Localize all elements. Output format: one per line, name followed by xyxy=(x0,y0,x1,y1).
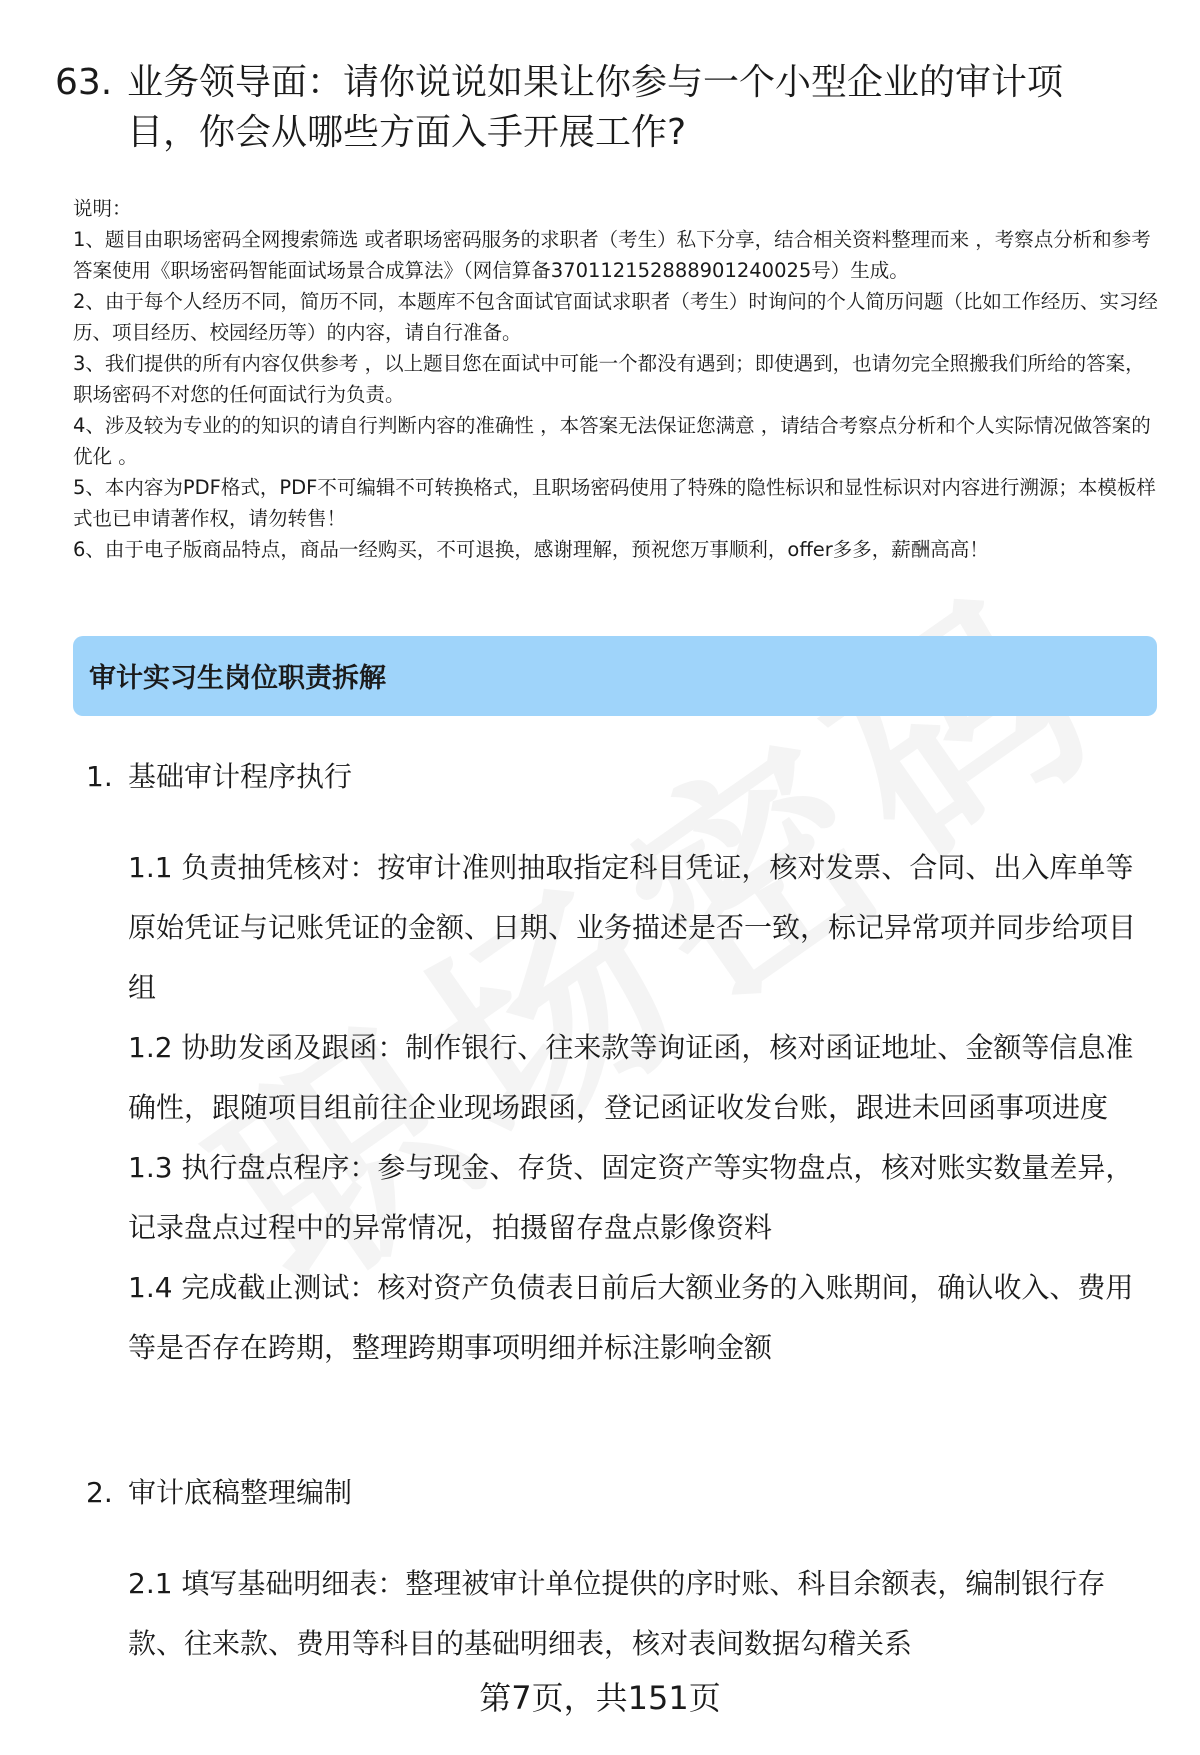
note-item: 5、本内容为PDF格式，PDF不可编辑不可转换格式，且职场密码使用了特殊的隐性标识和显性标识对内容进行溯源；本模板样式也已申请著作权，请勿转售！ xyxy=(73,476,1156,530)
section-title: 基础审计程序执行 xyxy=(128,760,353,793)
list-item: 1.3 执行盘点程序：参与现金、存货、固定资产等实物盘点，核对账实数量差异，记录盘点过程中的异常情况，拍摄留存盘点影像资料 xyxy=(128,1151,1134,1244)
list-item: 1.2 协助发函及跟函：制作银行、往来款等询证函，核对函证地址、金额等信息准确性，跟随项目组前往企业现场跟函，登记函证收发台账，跟进未回函事项进度 xyxy=(128,1031,1134,1124)
note-item: 2、由于每个人经历不同，简历不同，本题库不包含面试官面试求职者（考生）时询问的个人简历问题（比如工作经历、实习经历、项目经历、校园经历等）的内容，请自行准备。 xyxy=(73,290,1158,344)
question-heading xyxy=(55,58,1155,158)
section-heading xyxy=(86,1473,352,1513)
section-number: 1. xyxy=(86,760,113,793)
section-number: 2. xyxy=(86,1476,113,1509)
banner-title: 审计实习生岗位职责拆解 xyxy=(89,663,386,694)
section-items xyxy=(128,1554,1158,1674)
notes-title: 说明： xyxy=(73,197,132,220)
note-item: 1、题目由职场密码全网搜索筛选 或者职场密码服务的求职者（考生）私下分享，结合相关资料整理而来 ，考察点分析和参考答案使用《职场密码智能面试场景合成算法》（网信算备370112152888901240025号）生成。 xyxy=(73,228,1151,282)
list-item: 2.1 填写基础明细表：整理被审计单位提供的序时账、科目余额表，编制银行存款、往来款、费用等科目的基础明细表，核对表间数据勾稽关系 xyxy=(128,1567,1106,1660)
note-item: 3、我们提供的所有内容仅供参考 ，以上题目您在面试中可能一个都没有遇到；即使遇到，也请勿完全照搬我们所给的答案，职场密码不对您的任何面试行为负责。 xyxy=(73,352,1145,406)
list-item: 1.4 完成截止测试：核对资产负债表日前后大额业务的入账期间，确认收入、费用等是否存在跨期，整理跨期事项明细并标注影响金额 xyxy=(128,1271,1134,1364)
list-item: 1.1 负责抽凭核对：按审计准则抽取指定科目凭证，核对发票、合同、出入库单等原始凭证与记账凭证的金额、日期、业务描述是否一致，标记异常项并同步给项目组 xyxy=(128,851,1137,1004)
notes-block xyxy=(73,193,1163,565)
question-number: 63. xyxy=(55,62,113,103)
section-banner xyxy=(73,636,1157,716)
note-item: 6、由于电子版商品特点，商品一经购买，不可退换，感谢理解，预祝您万事顺利，offer多多，薪酬高高！ xyxy=(73,538,989,561)
section-heading xyxy=(86,757,352,797)
question-text: 业务领导面：请你说说如果让你参与一个小型企业的审计项目，你会从哪些方面入手开展工作? xyxy=(127,62,1064,153)
note-item: 4、涉及较为专业的的知识的请自行判断内容的准确性 ，本答案无法保证您满意 ，请结合考察点分析和个人实际情况做答案的优化 。 xyxy=(73,414,1151,468)
section-title: 审计底稿整理编制 xyxy=(128,1476,353,1509)
page-number: 第7页，共151页 xyxy=(479,1679,721,1717)
section-items xyxy=(128,838,1158,1378)
